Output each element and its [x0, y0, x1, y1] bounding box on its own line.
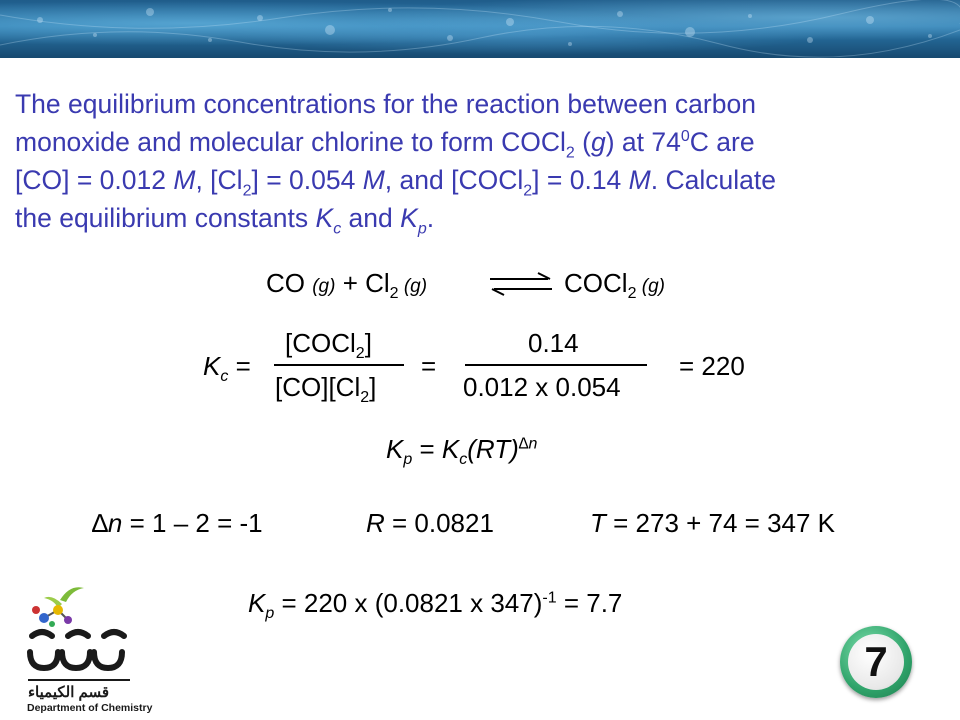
- problem-line-1: [15, 85, 950, 123]
- subscript: 2: [360, 389, 370, 407]
- fraction-bar: [465, 364, 647, 366]
- kc-label: [203, 351, 251, 386]
- subscript: c: [333, 220, 342, 238]
- problem-text: .: [426, 203, 435, 233]
- kc-numerator-numeric: 0.14: [528, 328, 579, 358]
- subscript: 2: [523, 182, 533, 200]
- numerator-text: ]: [364, 328, 372, 358]
- t-value: [590, 508, 835, 539]
- subscript: p: [403, 451, 413, 469]
- logo-english-text: Department of Chemistry: [27, 702, 153, 714]
- value-text: = 1 – 2 = -1: [122, 508, 263, 538]
- problem-text: ) at 74: [605, 127, 681, 157]
- delta-n-value: [92, 508, 263, 539]
- constant-symbol: K: [441, 434, 460, 464]
- problem-statement: [15, 85, 950, 237]
- problem-text: and: [341, 203, 401, 233]
- header-banner: [0, 0, 960, 58]
- subscript: 2: [389, 285, 399, 303]
- denominator-text: [CO][Cl: [275, 372, 361, 402]
- slide-number-badge: [840, 626, 912, 698]
- problem-text: ] = 0.054: [251, 165, 363, 195]
- kc-result: = 220: [679, 351, 745, 381]
- variable: n: [107, 508, 123, 538]
- variable: R: [366, 508, 385, 538]
- subscript: c: [459, 451, 468, 469]
- kp-result: [248, 588, 623, 623]
- superscript: 0: [680, 128, 690, 146]
- reaction-left: [266, 268, 428, 303]
- r-value: [366, 508, 494, 539]
- problem-text: monoxide and molecular chlorine to form COCl: [15, 127, 566, 157]
- equals-sign: =: [412, 434, 442, 464]
- reactant-co: CO: [266, 268, 313, 298]
- problem-text: the equilibrium constants: [15, 203, 316, 233]
- exponent: ∆n: [518, 435, 538, 453]
- problem-line-3: [15, 161, 950, 199]
- constant-symbol: K: [386, 434, 404, 464]
- problem-text: C are: [689, 127, 755, 157]
- kp-formula: [386, 434, 538, 469]
- constant-symbol: K: [203, 351, 221, 381]
- gas-state: (g): [636, 276, 665, 297]
- value-text: = 0.0821: [384, 508, 494, 538]
- molarity-unit: M: [628, 165, 651, 195]
- problem-text: , [Cl: [195, 165, 243, 195]
- value-text: = 220 x (0.0821 x 347): [274, 588, 543, 618]
- problem-text: ] = 0.14: [532, 165, 629, 195]
- delta-icon: ∆: [92, 508, 108, 538]
- slide-number: 7: [848, 634, 904, 690]
- problem-line-4: [15, 199, 950, 237]
- product-cocl2: COCl: [564, 268, 628, 298]
- equilibrium-arrows-icon: [488, 272, 554, 296]
- gas-state: (g): [312, 276, 336, 297]
- equals-sign: =: [228, 351, 251, 381]
- subscript: 2: [242, 182, 252, 200]
- problem-text: (: [574, 127, 591, 157]
- subscript: 2: [565, 144, 575, 162]
- fraction-bar: [274, 364, 404, 366]
- banner-texture: [0, 0, 960, 58]
- problem-text: . Calculate: [650, 165, 776, 195]
- denominator-text: ]: [369, 372, 377, 402]
- constant-symbol: K: [400, 203, 418, 233]
- constant-symbol: K: [248, 588, 266, 618]
- exponent: -1: [542, 589, 557, 607]
- equals-sign: =: [421, 351, 437, 381]
- molarity-unit: M: [173, 165, 196, 195]
- rt-term: (RT): [467, 434, 519, 464]
- kc-numerator-symbolic: [285, 328, 372, 363]
- problem-text: The equilibrium concentrations for the reaction between carbon: [15, 89, 756, 119]
- subscript: c: [220, 368, 229, 386]
- variable: T: [590, 508, 606, 538]
- constant-symbol: K: [315, 203, 334, 233]
- molarity-unit: M: [362, 165, 385, 195]
- logo-arabic-text: قسم الكيمياء: [28, 684, 110, 701]
- numerator-text: [COCl: [285, 328, 356, 358]
- reactant-cl2: + Cl: [335, 268, 390, 298]
- subscript: 2: [355, 345, 365, 363]
- gas-state: g: [590, 127, 606, 157]
- problem-text: , and [COCl: [384, 165, 524, 195]
- problem-text: [CO] = 0.012: [15, 165, 174, 195]
- kc-denominator-symbolic: [275, 372, 377, 407]
- value-text: = 7.7: [556, 588, 623, 618]
- kc-denominator-numeric: 0.012 x 0.054: [463, 372, 621, 402]
- subscript: p: [417, 220, 427, 238]
- reaction-right: [564, 268, 665, 303]
- subscript: 2: [627, 285, 637, 303]
- gas-state: (g): [398, 276, 428, 297]
- value-text: = 273 + 74 = 347 K: [605, 508, 836, 538]
- subscript: p: [265, 605, 275, 623]
- problem-line-2: [15, 123, 950, 161]
